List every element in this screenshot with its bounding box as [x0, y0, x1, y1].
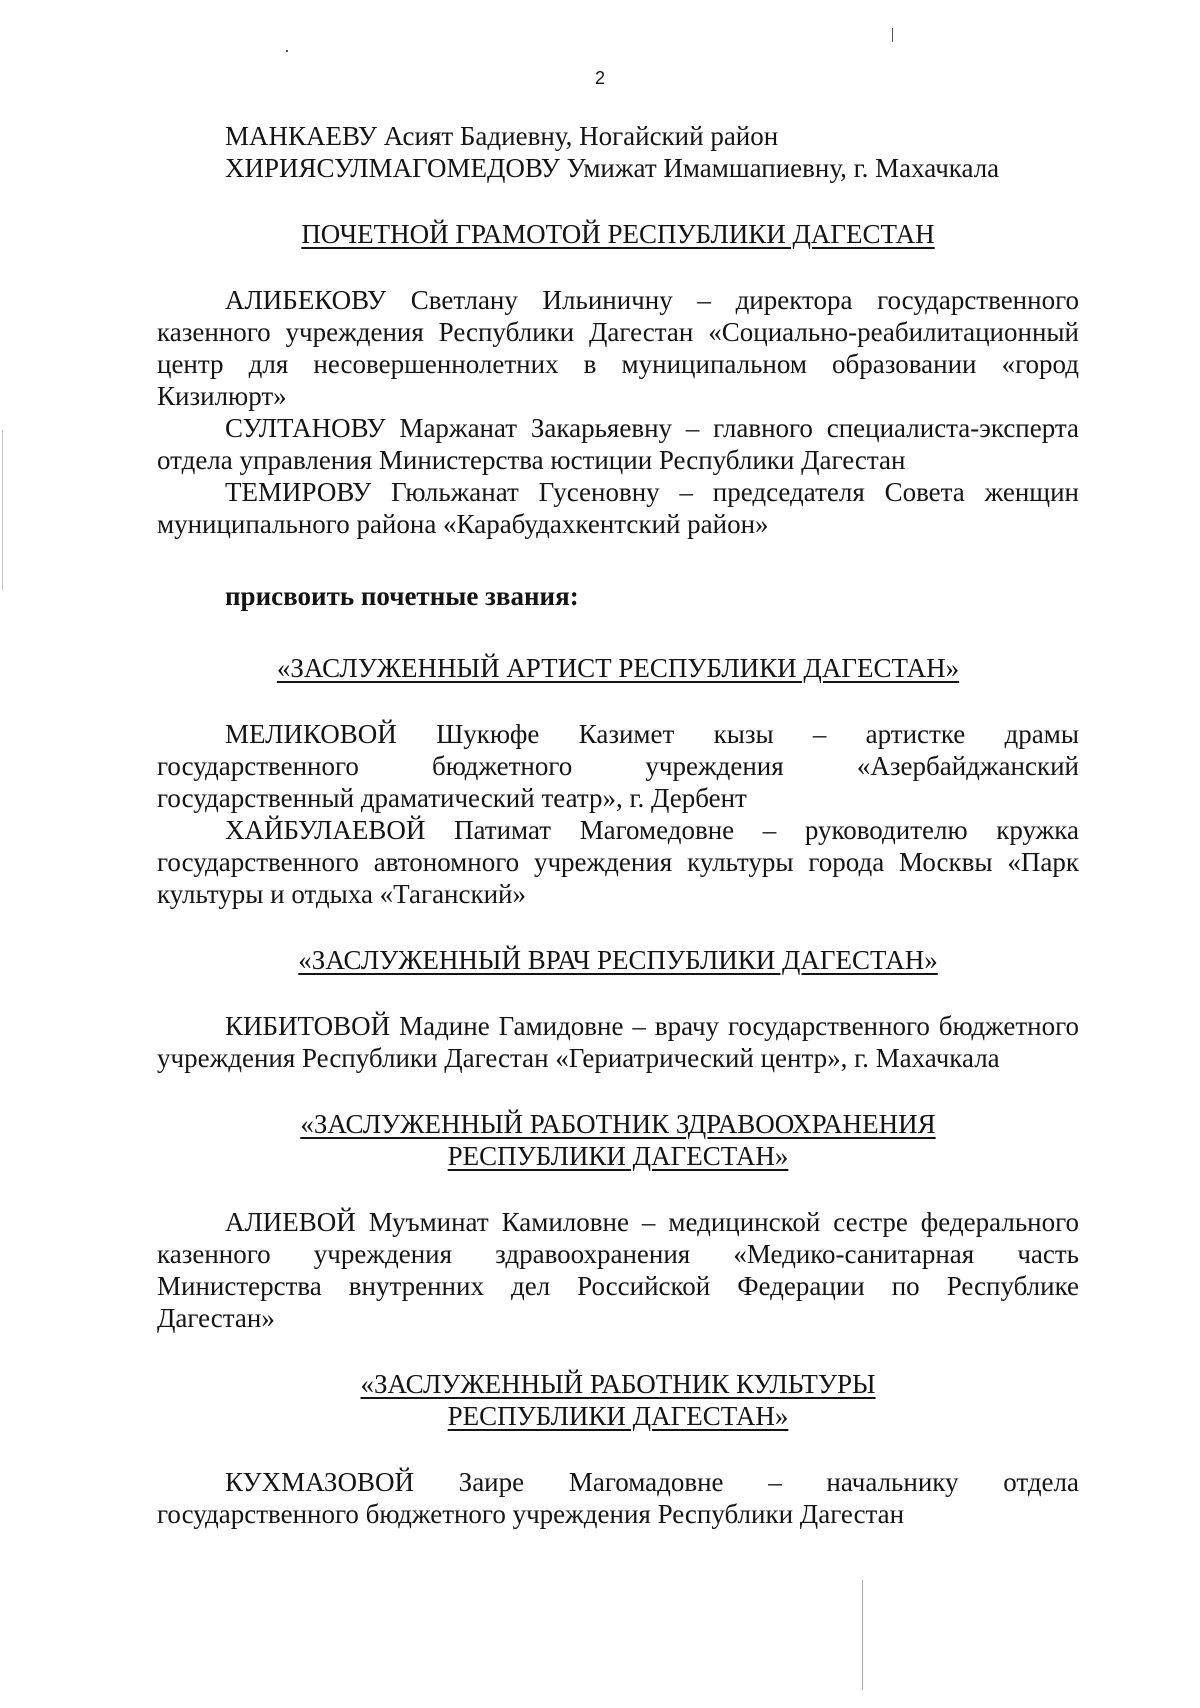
section-heading-health: «ЗАСЛУЖЕННЫЙ РАБОТНИК ЗДРАВООХРАНЕНИЯ: [300, 1109, 936, 1139]
scan-speck: [286, 50, 288, 52]
scan-speck: [2, 430, 3, 590]
awardee-paragraph: ХАЙБУЛАЕВОЙ Патимат Магомедовне – руководителю кружка государственного автономного учреждения культуры города Москвы «Парк культуры и отдыха «Таганский»: [157, 815, 1079, 909]
section-heading-health-line2: РЕСПУБЛИКИ ДАГЕСТАН»: [447, 1141, 789, 1171]
scan-speck: [862, 1580, 863, 1690]
document-body: [157, 120, 1079, 1530]
page-number: 2: [594, 68, 605, 88]
awardee-paragraph: КИБИТОВОЙ Мадине Гамидовне – врачу государственного бюджетного учреждения Республики Дагестан «Гериатрический центр», г. Махачкала: [157, 1011, 1079, 1073]
awardee-paragraph: КУХМАЗОВОЙ Заире Магомадовне – начальнику отдела государственного бюджетного учреждения Республики Дагестан: [157, 1467, 1079, 1529]
section-heading-culture: «ЗАСЛУЖЕННЫЙ РАБОТНИК КУЛЬТУРЫ: [360, 1369, 876, 1399]
awardee-paragraph: СУЛТАНОВУ Маржанат Закарьяевну – главного специалиста-эксперта отдела управления Министерства юстиции Республики Дагестан: [157, 413, 1079, 475]
scan-speck: [892, 28, 893, 42]
awardee-line: ХИРИЯСУЛМАГОМЕДОВУ Умижат Имамшапиевну, г. Махачкала: [225, 153, 1000, 183]
awardee-line: МАНКАЕВУ Асият Бадиевну, Ногайский район: [225, 121, 779, 151]
awardee-paragraph: МЕЛИКОВОЙ Шукюфе Казимет кызы – артистке драмы государственного бюджетного учреждения «Азербайджанский государственный драматический театр», г. Дербент: [157, 719, 1079, 813]
awardee-paragraph: ТЕМИРОВУ Гюльжанат Гусеновну – председателя Совета женщин муниципального района «Карабудахкентский район»: [157, 477, 1079, 539]
section-heading-gramota: ПОЧЕТНОЙ ГРАМОТОЙ РЕСПУБЛИКИ ДАГЕСТАН: [301, 219, 935, 249]
awardee-paragraph: АЛИБЕКОВУ Светлану Ильиничну – директора государственного казенного учреждения Республики Дагестан «Социально-реабилитационный центр для несовершеннолетних в муниципальном образовании «город Кизилюрт»: [157, 285, 1079, 411]
assign-titles-heading: присвоить почетные звания:: [225, 581, 579, 611]
section-heading-doctor: «ЗАСЛУЖЕННЫЙ ВРАЧ РЕСПУБЛИКИ ДАГЕСТАН»: [298, 945, 938, 975]
section-heading-culture-line2: РЕСПУБЛИКИ ДАГЕСТАН»: [447, 1401, 789, 1431]
section-heading-artist: «ЗАСЛУЖЕННЫЙ АРТИСТ РЕСПУБЛИКИ ДАГЕСТАН»: [276, 653, 960, 683]
awardee-paragraph: АЛИЕВОЙ Муъминат Камиловне – медицинской сестре федерального казенного учреждения здравоохранения «Медико-санитарная часть Министерства внутренних дел Российской Федерации по Республике Дагестан»: [157, 1207, 1079, 1333]
